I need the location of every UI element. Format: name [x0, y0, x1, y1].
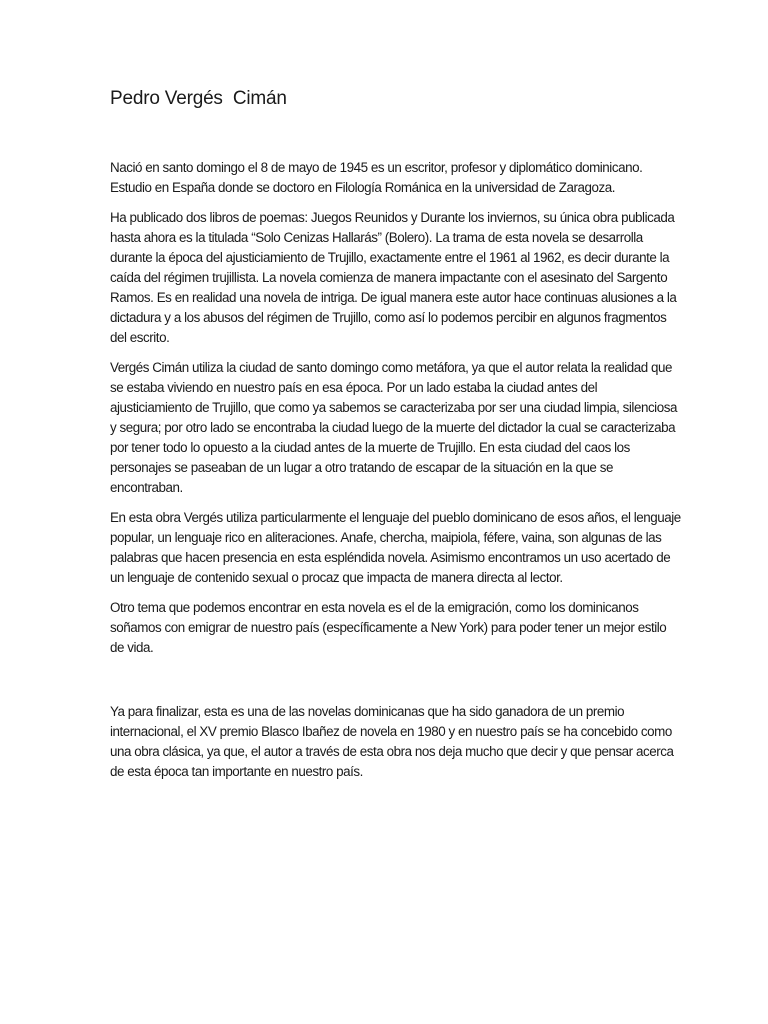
paragraph-conclusion: Ya para finalizar, esta es una de las novelas dominicanas que ha sido ganadora de un premio internacional, el XV premio Blasco Ibañez de novela en 1980 y en nuestro país se ha concebido como una obra clásica, ya que, el autor a través de esta obra nos deja mucho que decir y que pensar acerca de esta época tan importante en nuestro país. [110, 704, 674, 779]
paragraph-works: Ha publicado dos libros de poemas: Juegos Reunidos y Durante los inviernos, su única obra publicada hasta ahora es la titulada “Solo Cenizas Hallarás” (Bolero). La trama de esta novela se desarrolla durante la época del ajusticiamiento de Trujillo, exactamente entre el 1961 al 1962, es decir durante la caída del régimen trujillista. La novela comienza de manera impactante con el asesinato del Sargento Ramos. Es en realidad una novela de intriga. De igual manera este autor hace continuas alusiones a la dictadura y a los abusos del régimen de Trujillo, como así lo podemos percibir en algunos fragmentos del escrito. [110, 210, 677, 345]
paragraph-emigration: Otro tema que podemos encontrar en esta novela es el de la emigración, como los dominicanos soñamos con emigrar de nuestro país (específicamente a New York) para poder tener un mejor estilo de vida. [110, 600, 667, 655]
paragraph-language: En esta obra Vergés utiliza particularmente el lenguaje del pueblo dominicano de esos años, el lenguaje popular, un lenguaje rico en aliteraciones. Anafe, chercha, maipiola, féfere, vaina, son algunas de las palabras que hacen presencia en esta espléndida novela. Asimismo encontramos un uso acertado de un lenguaje de contenido sexual o procaz que impacta de manera directa al lector. [110, 510, 681, 585]
paragraph-biography: Nació en santo domingo el 8 de mayo de 1945 es un escritor, profesor y diplomático dominicano. Estudio en España donde se doctoro en Filología Románica en la universidad de Zaragoza. [110, 160, 643, 195]
paragraph-city-metaphor: Vergés Cimán utiliza la ciudad de santo domingo como metáfora, ya que el autor relata la realidad que se estaba viviendo en nuestro país en esa época. Por un lado estaba la ciudad antes del ajusticiamiento de Trujillo, que como ya sabemos se caracterizaba por ser una ciudad limpia, silenciosa y segura; por otro lado se encontraba la ciudad luego de la muerte del dictador la cual se caracterizaba por tener todo lo opuesto a la ciudad antes de la muerte de Trujillo. En esta ciudad del caos los personajes se paseaban de un lugar a otro tratando de escapar de la situación en la que se encontraban. [110, 360, 677, 495]
document-title: Pedro Vergés Cimán [110, 88, 287, 109]
document-page [110, 88, 682, 792]
